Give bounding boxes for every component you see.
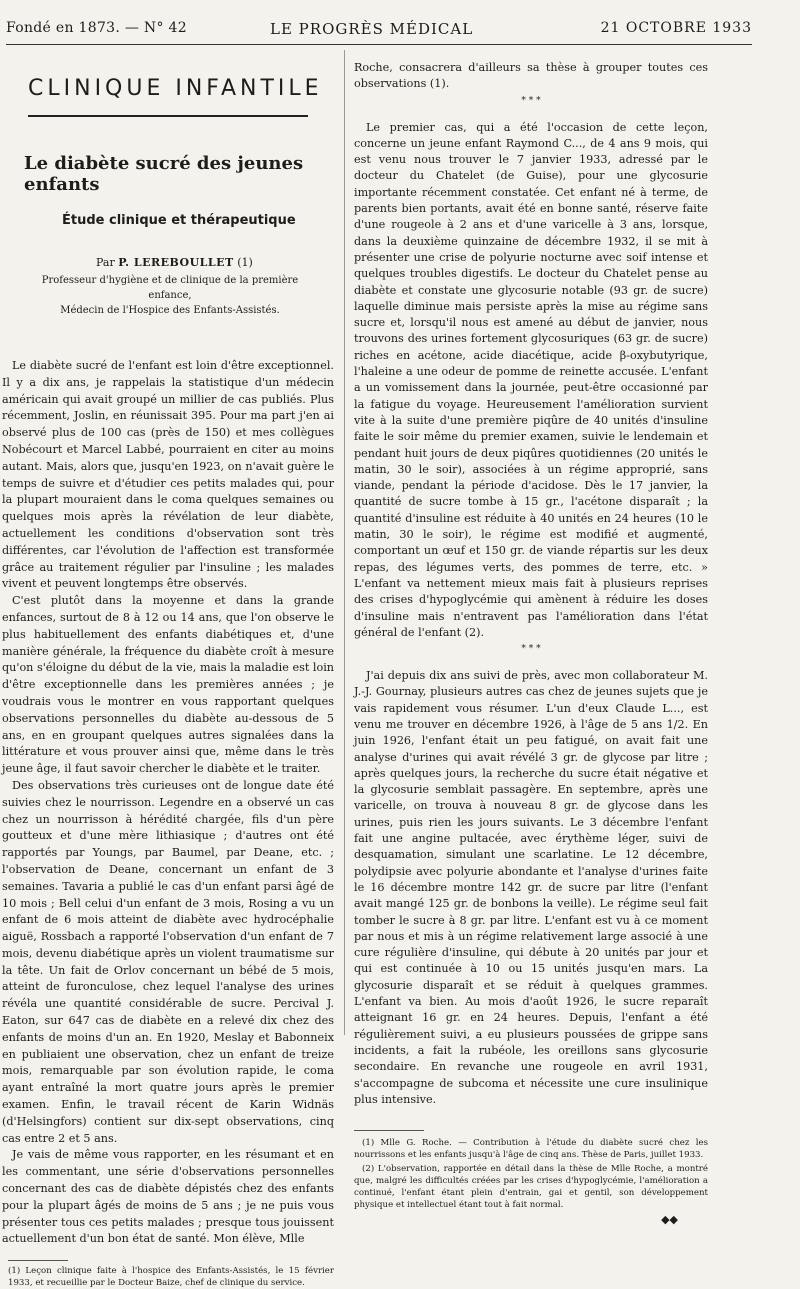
paragraph: J'ai depuis dix ans suivi de près, avec mon collaborateur M. J.-J. Gournay, plusieurs autres cas chez de jeunes sujets que je vais rapidement vous résumer. L'un d'eux Claude L..., est venu me trouver en décembre 1926, à l'âge de 5 ans 1/2. En juin 1926, l'enfant était un peu fatigué, on avait fait une analyse d'urines qui avait révélé 3 gr. de glycose par litre ; après quelques jours, la recherche du sucre était négative et la glycosurie semblait passagère. En septembre, après une varicelle, on trouva à nouveau 8 gr. de glycose dans les urines, puis rien les jours suivants. Le 3 décembre l'enfant fait une angine pultacée, avec érythème léger, suivi de desquamation, simulant une scarlatine. Le 12 décembre, polydipsie avec polyurie abondante et l'analyse d'urines faite le 16 décembre montre 142 gr. de sucre par litre (l'enfant avait mangé 125 gr. de bonbons la veille). Le régime seul fait tomber le sucre à 8 gr. par litre. L'enfant est vu à ce moment par nous et mis à un régime relativement large associé à une cure régulière d'insuline, qui débute à 20 unités par jour et qui est continuée à 10 ou 15 unités jusqu'en mars. La glycosurie disparaît et se réduit à quelques grammes. L'enfant va bien. Au mois d'août 1926, le sucre reparaît atteignant 16 gr. en 24 heures. Depuis, l'enfant a été régulièrement suivi, a eu plusieurs poussées de grippe sans incidents, a fait la rubéole, les oreillons sans glycosurie secondaire. En revanche une rougeole en avril 1931, s'accompagne de subcoma et nécessite une cure insulinique plus intensive. bbox=[354, 669, 708, 1106]
section-separator: * * * bbox=[521, 95, 541, 106]
paragraph: C'est plutôt dans la moyenne et dans la grande enfances, surtout de 8 à 12 ou 14 ans, que l'on observe le plus habituellement des enfants diabétiques et, d'une manière générale, la fréquence du diabète croît à mesure qu'on s'éloigne du début de la vie, mais la maladie est loin d'être exceptionnelle dans les premières années ; je voudrais vous le montrer en vous rapportant quelques observations personnelles du diabète au-dessous de 5 ans, en en groupant quelques autres signalées dans la littérature et vous prouver ainsi que, même dans le très jeune âge, il faut savoir chercher le diabète et le traiter. bbox=[2, 594, 334, 776]
article-title: Le diabète sucré des jeunes enfants bbox=[24, 153, 304, 195]
paragraph: Des observations très curieuses ont de longue date été suivies chez le nourrisson. Legendre en a observé un cas chez un nourrisson à hérédité chargée, fils d'un père goutteux et d'une mère lithiasique ; d'autres ont été rapportés par Youngs, par Baumel, par Deane, etc. ; l'observation de Deane, concernant un enfant de 3 semaines. Tavaria a publié le cas d'un enfant parsi âgé de 10 mois ; Bell celui d'un enfant de 3 mois, Rosing a vu un enfant de 6 mois atteint de diabète avec hydrocéphalie aiguë, Rossbach a rapporté l'observation d'un enfant de 7 mois, devenu diabétique après un violent traumatisme sur la tête. Un fait de Orlov concernant un bébé de 5 mois, atteint de furonculose, chez lequel l'analyse des urines révéla une quantité considérable de sucre. Percival J. Eaton, sur 647 cas de diabète en a relevé dix chez des enfants de moins d'un an. En 1920, Meslay et Babonneix en publiaient une observation, chez un enfant de treize mois, remarquable par son évolution rapide, le coma ayant entraîné la mort quatre jours après le premier examen. Enfin, le travail récent de Karin Widnäs (d'Helsingfors) contient sur dix-sept observations, cinq cas entre 2 et 5 ans. bbox=[2, 778, 334, 1145]
header-rule bbox=[6, 44, 752, 45]
header-journal-title: LE PROGRÈS MÉDICAL bbox=[270, 20, 474, 38]
left-column bbox=[2, 60, 334, 1289]
footnotes bbox=[354, 1137, 708, 1211]
paragraph: Le premier cas, qui a été l'occasion de cette leçon, concerne un jeune enfant Raymond C..., de 4 ans 9 mois, qui est venu nous trouver le 7 janvier 1933, adressé par le docteur du Chatelet (de Guise), pour une glycosurie importante récemment constatée. Cet enfant né à terme, de parents bien portants, avait été en bonne santé, réserve faite d'une rougeole à 2 ans et d'une varicelle à 3 ans, lorsque, dans la deuxième quinzaine de décembre 1932, il se mit à présenter une crise de polyurie nocturne avec soif intense et quelques troubles digestifs. Le docteur du Chatelet pense au diabète et constate une glycosurie notable (93 gr. de sucre) laquelle diminue mais persiste après la mise au régime sans sucre et, lorsqu'il nous est amené au début de janvier, nous trouvons des urines fortement glycosuriques (63 gr. de sucre) riches en acétone, acide diacétique, acide β-oxybutyrique, l'haleine a une odeur de pomme de reinette accusée. L'enfant a un vomissement dans la journée, peut-être occasionné par la fatigue du voyage. Heureusement l'amélioration survient vite à la suite d'une première piqûre de 40 unités d'insuline faite le soir même du premier examen, suivie le lendemain et pendant huit jours de deux piqûres quotidiennes (20 unités le matin, 30 le soir), associées à un régime approprié, sans viande, pendant la période d'acidose. Dès le 17 janvier, la quantité de sucre tombe à 15 gr., l'acétone disparaît ; la quantité d'insuline est réduite à 40 unités en 24 heures (10 le matin, 30 le soir), le régime est modifié et augmenté, comportant un œuf et 150 gr. de viande répartis sur les deux repas, des légumes verts, des pommes de terre, etc. » L'enfant va nettement mieux mais fait à plusieurs reprises des crises d'hypoglycémie qui amènent à réduire les doses d'insuline mais n'entravent pas l'amélioration dans l'état général de l'enfant (2). bbox=[354, 120, 708, 639]
affiliation-line-1: Professeur d'hygiène et de clinique de la première enfance, bbox=[41, 275, 299, 301]
footnote-rule bbox=[354, 1130, 424, 1131]
affiliation-line-2: Médecin de l'Hospice des Enfants-Assistés. bbox=[60, 305, 280, 316]
right-body-text bbox=[354, 60, 708, 1108]
footnote-rule bbox=[8, 1260, 68, 1261]
paragraph: Je vais de même vous rapporter, en les résumant et en les commentant, une série d'observations personnelles concernant des cas de diabète dépistés chez des enfants pour la plupart âgés de moins de 5 ans ; je ne puis vous présenter tous ces petits malades ; presque tous jouissent actuellement d'un bon état de santé. Mon élève, Mlle bbox=[2, 1148, 334, 1246]
column-separator bbox=[344, 50, 345, 1035]
header-founded: Fondé en 1873. — N° 42 bbox=[6, 20, 187, 36]
author-note: (1) bbox=[237, 256, 253, 269]
end-ornament: ◆◆ bbox=[661, 1213, 678, 1227]
byline bbox=[96, 256, 334, 269]
paragraph: Le diabète sucré de l'enfant est loin d'être exceptionnel. Il y a dix ans, je rappelais la statistique d'un médecin américain qui avait groupé un millier de cas publiés. Plus récemment, Joslin, en réunissait 395. Pour ma part j'en ai observé plus de 100 cas (près de 150) et mes collègues Nobécourt et Marcel Labbé, pourraient en citer au moins autant. Mais, alors que, jusqu'en 1923, on n'avait guère le temps de suivre et d'étudier ces petits malades qui, pour la plupart mouraient dans le coma quelques semaines ou quelques mois après la révélation de leur diabète, actuellement les conditions d'observation sont très différentes, car l'évolution de l'affection est transformée grâce au traitement régulier par l'insuline ; les malades vivent et peuvent longtemps être observés. bbox=[2, 359, 334, 591]
by-prefix: Par bbox=[96, 256, 115, 269]
rubric-rule bbox=[28, 115, 308, 117]
footnote: (2) L'observation, rapportée en détail dans la thèse de Mlle Roche, a montré que, malgré les difficultés créées par les crises d'hypoglycémie, l'amélioration a continué, l'enfant étant plein d'entrain, gai et gentil, son développement physique et intellectuel étant tout à fait normal. bbox=[354, 1164, 708, 1211]
header-date: 21 OCTOBRE 1933 bbox=[600, 20, 752, 36]
right-column bbox=[354, 60, 708, 1226]
left-body-text bbox=[2, 358, 334, 1248]
section-separator: * * * bbox=[521, 644, 541, 655]
paragraph: Roche, consacrera d'ailleurs sa thèse à grouper toutes ces observations (1). bbox=[354, 61, 708, 91]
footnote-lecture: (1) Leçon clinique faite à l'hospice des Enfants-Assistés, le 15 février 1933, et recueillie par le Docteur Baize, chef de clinique du service. bbox=[8, 1266, 334, 1289]
article-subtitle: Étude clinique et thérapeutique bbox=[62, 213, 296, 228]
author-affiliation bbox=[20, 273, 320, 318]
section-rubric: CLINIQUE INFANTILE bbox=[28, 76, 323, 101]
footnote: (1) Mlle G. Roche. — Contribution à l'étude du diabète sucré chez les nourrissons et les enfants jusqu'à l'âge de cinq ans. Thèse de Paris, juillet 1933. bbox=[354, 1138, 708, 1161]
author-name: P. LEREBOULLET bbox=[118, 256, 234, 269]
